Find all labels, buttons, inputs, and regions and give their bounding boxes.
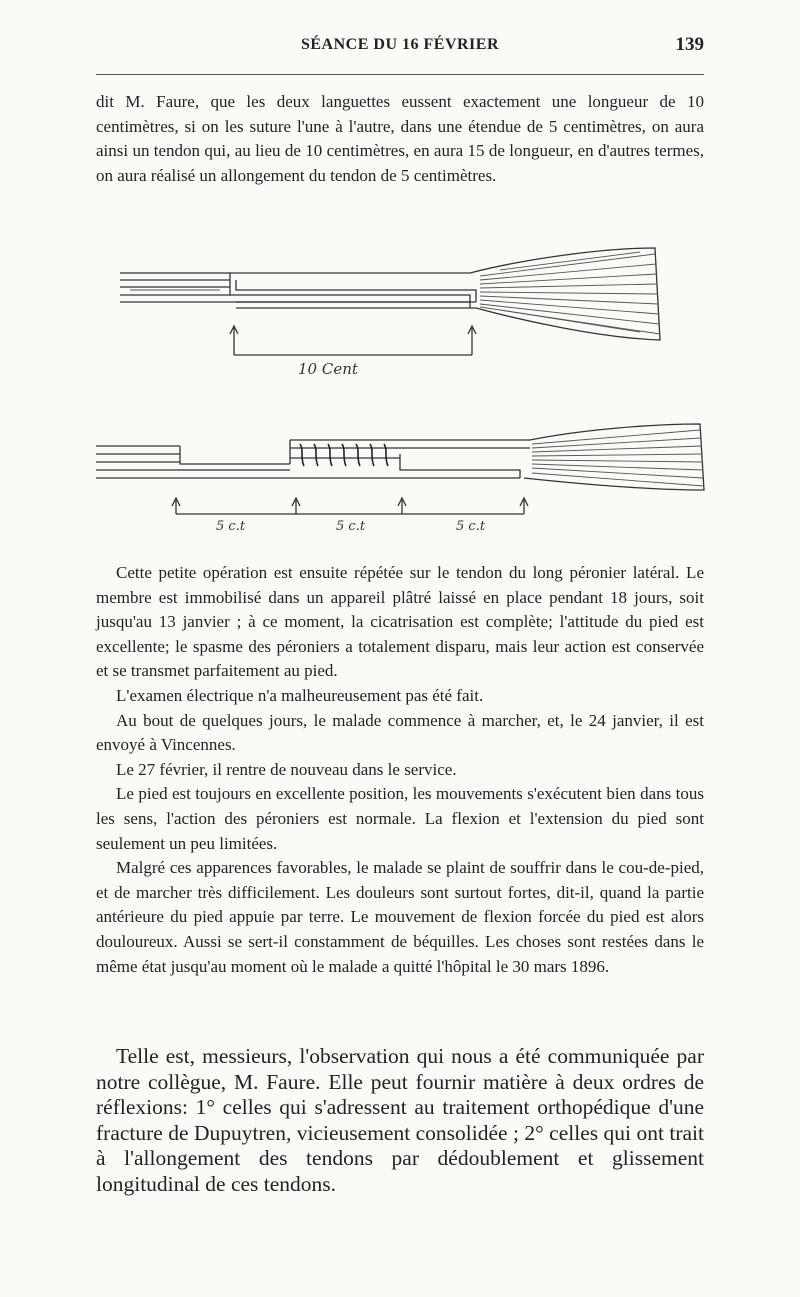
running-header <box>96 30 704 66</box>
conclusion-paragraph <box>96 1044 704 1197</box>
page-number: 139 <box>675 34 704 55</box>
paragraph-text: dit M. Faure, que les deux languettes eussent exactement une longueur de 10 centimètres, si on les suture l'une à l'autre, dans une étendue de 5 centimètres, on aura ainsi un tendon qui, au lieu de 10 centimètres, en aura 15 de longueur, en d'autres termes, on aura réalisé un allongement du tendon de 5 centimètres. <box>96 92 704 185</box>
paragraph-text: Malgré ces apparences favorables, le malade se plaint de souffrir dans le cou-de-pied, et de marcher très difficilement. Les douleurs sont surtout fortes, dit-il, quand la partie antérieure du pied appuie par terre. Le mouvement de flexion forcée du pied est alors douloureux. Aussi se sert-il constamment de béquilles. Les choses sont restées dans le même état jusqu'au moment où le malade a quitté l'hôpital le 30 mars 1896. <box>96 858 704 976</box>
paragraph-text: Le 27 février, il rentre de nouveau dans le service. <box>116 759 457 779</box>
running-title: SÉANCE DU 16 FÉVRIER <box>300 36 500 53</box>
paragraph-text: Cette petite opération est ensuite répétée sur le tendon du long péronier latéral. Le membre est immobilisé dans un appareil plâtré laissé en place pendant 18 jours, soit jusqu'au 13 janvier ; à ce moment, la cicatrisation est complète; l'attitude du pied est excellente; le spasme des péroniers a totalement disparu, mais leur action est conservée et se transmet parfaitement au pied. <box>96 563 704 681</box>
figure2-label-3: 5 c.t <box>456 519 486 534</box>
header-rule <box>96 74 704 75</box>
observation-body <box>96 561 704 979</box>
opening-paragraph <box>96 90 704 188</box>
paragraph-text: Au bout de quelques jours, le malade commence à marcher, et, le 24 janvier, il est envoyé à Vincennes. <box>96 710 704 755</box>
tendon-drawing <box>0 240 800 390</box>
paragraph-text: L'examen électrique n'a malheureusement pas été fait. <box>116 685 484 705</box>
figure2-label-2: 5 c.t <box>336 519 366 534</box>
paragraph-text: Le pied est toujours en excellente position, les mouvements s'exécutent bien dans tous les sens, l'action des péroniers est normale. La flexion et l'extension du pied sont seulement un peu limitées. <box>96 784 704 853</box>
figure-tendon-lengthened <box>0 418 800 538</box>
lengthened-tendon-drawing <box>0 418 800 538</box>
figure2-label-1: 5 c.t <box>216 519 246 534</box>
figure-tendon-split <box>0 240 800 390</box>
figure1-label: 10 Cent <box>298 360 358 378</box>
paragraph-text: Telle est, messieurs, l'observation qui nous a été communiquée par notre collègue, M. Faure. Elle peut fournir matière à deux ordres de réflexions: 1° celles qui s'adressent au traitement orthopédique d'une fracture de Dupuytren, vicieusement consolidée ; 2° celles qui ont trait à l'allongement des tendons par dédoublement et glissement longitudinal de ces tendons. <box>96 1044 704 1196</box>
